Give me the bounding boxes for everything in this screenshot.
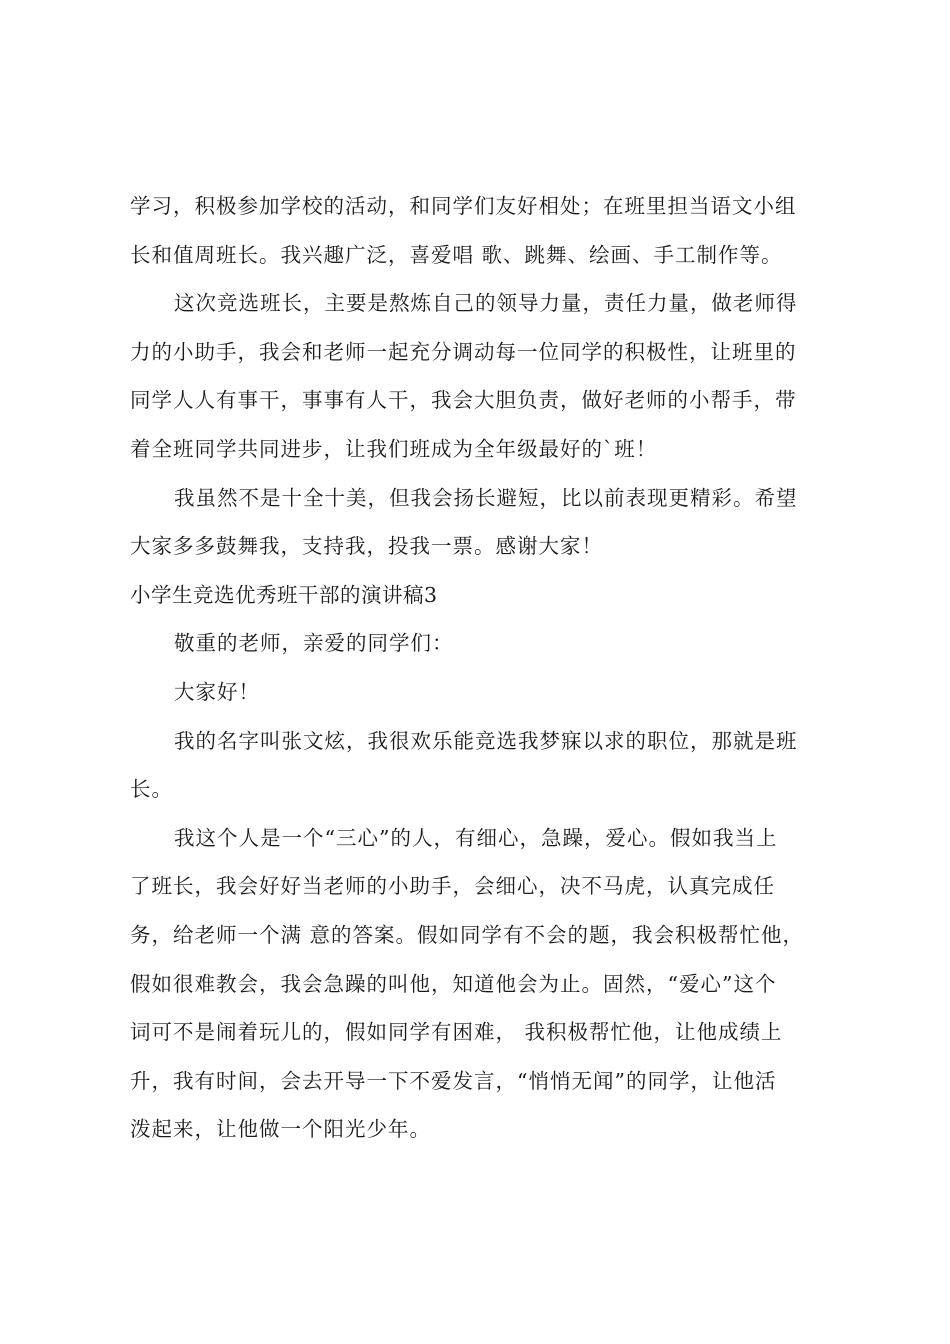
salutation: 敬重的老师，亲爱的同学们： [174, 631, 454, 656]
paragraph-start-line: 我这个人是一个“三心”的人，有细心，急躁，爱心。假如我当上 [174, 825, 778, 850]
text-line: 长。 [130, 777, 173, 802]
text-line: 了班长，我会好好当老师的小助手，会细心，决不马虎，认真完成任 [130, 874, 775, 899]
text-line: 力的小助手，我会和老师一起充分调动每一位同学的积极性，让班里的 [130, 339, 797, 364]
paragraph-start-line: 我虽然不是十全十美，但我会扬长避短，比以前表现更精彩。希望 [174, 485, 798, 510]
text-line: 着全班同学共同进步，让我们班成为全年级最好的`班！ [130, 436, 658, 461]
text-line: 词可不是闹着玩儿的，假如同学有困难， 我积极帮忙他，让他成绩上 [130, 1020, 783, 1045]
text-line: 升，我有时间，会去开导一下不爱发言，“悄悄无闻”的同学，让他活 [130, 1068, 777, 1093]
text-line: 假如很难教会，我会急躁的叫他，知道他会为止。固然，“爱心”这个 [130, 971, 777, 996]
text-line: 学习，积极参加学校的活动，和同学们友好相处；在班里担当语文小组 [130, 194, 797, 218]
document-page [130, 182, 835, 1154]
greeting: 大家好！ [174, 679, 260, 704]
text-line: 泼起来，让他做一个阳光少年。 [130, 1117, 431, 1142]
text-line: 长和值周班长。我兴趣广泛，喜爱唱 歌、跳舞、绘画、手工制作等。 [130, 242, 783, 267]
section-title: 小学生竞选优秀班干部的演讲稿3 [130, 582, 438, 607]
paragraph-start-line: 我的名字叫张文炫，我很欢乐能竞选我梦寐以求的职位，那就是班 [174, 728, 798, 753]
paragraph-start-line: 这次竞选班长，主要是熬炼自己的领导力量，责任力量，做老师得 [174, 291, 798, 316]
text-line: 同学人人有事干，事事有人干，我会大胆负责，做好老师的小帮手，带 [130, 388, 797, 413]
text-line: 大家多多鼓舞我，支持我，投我一票。感谢大家！ [130, 534, 603, 559]
text-line: 务，给老师一个满 意的答案。假如同学有不会的题，我会积极帮忙他， [130, 922, 805, 947]
